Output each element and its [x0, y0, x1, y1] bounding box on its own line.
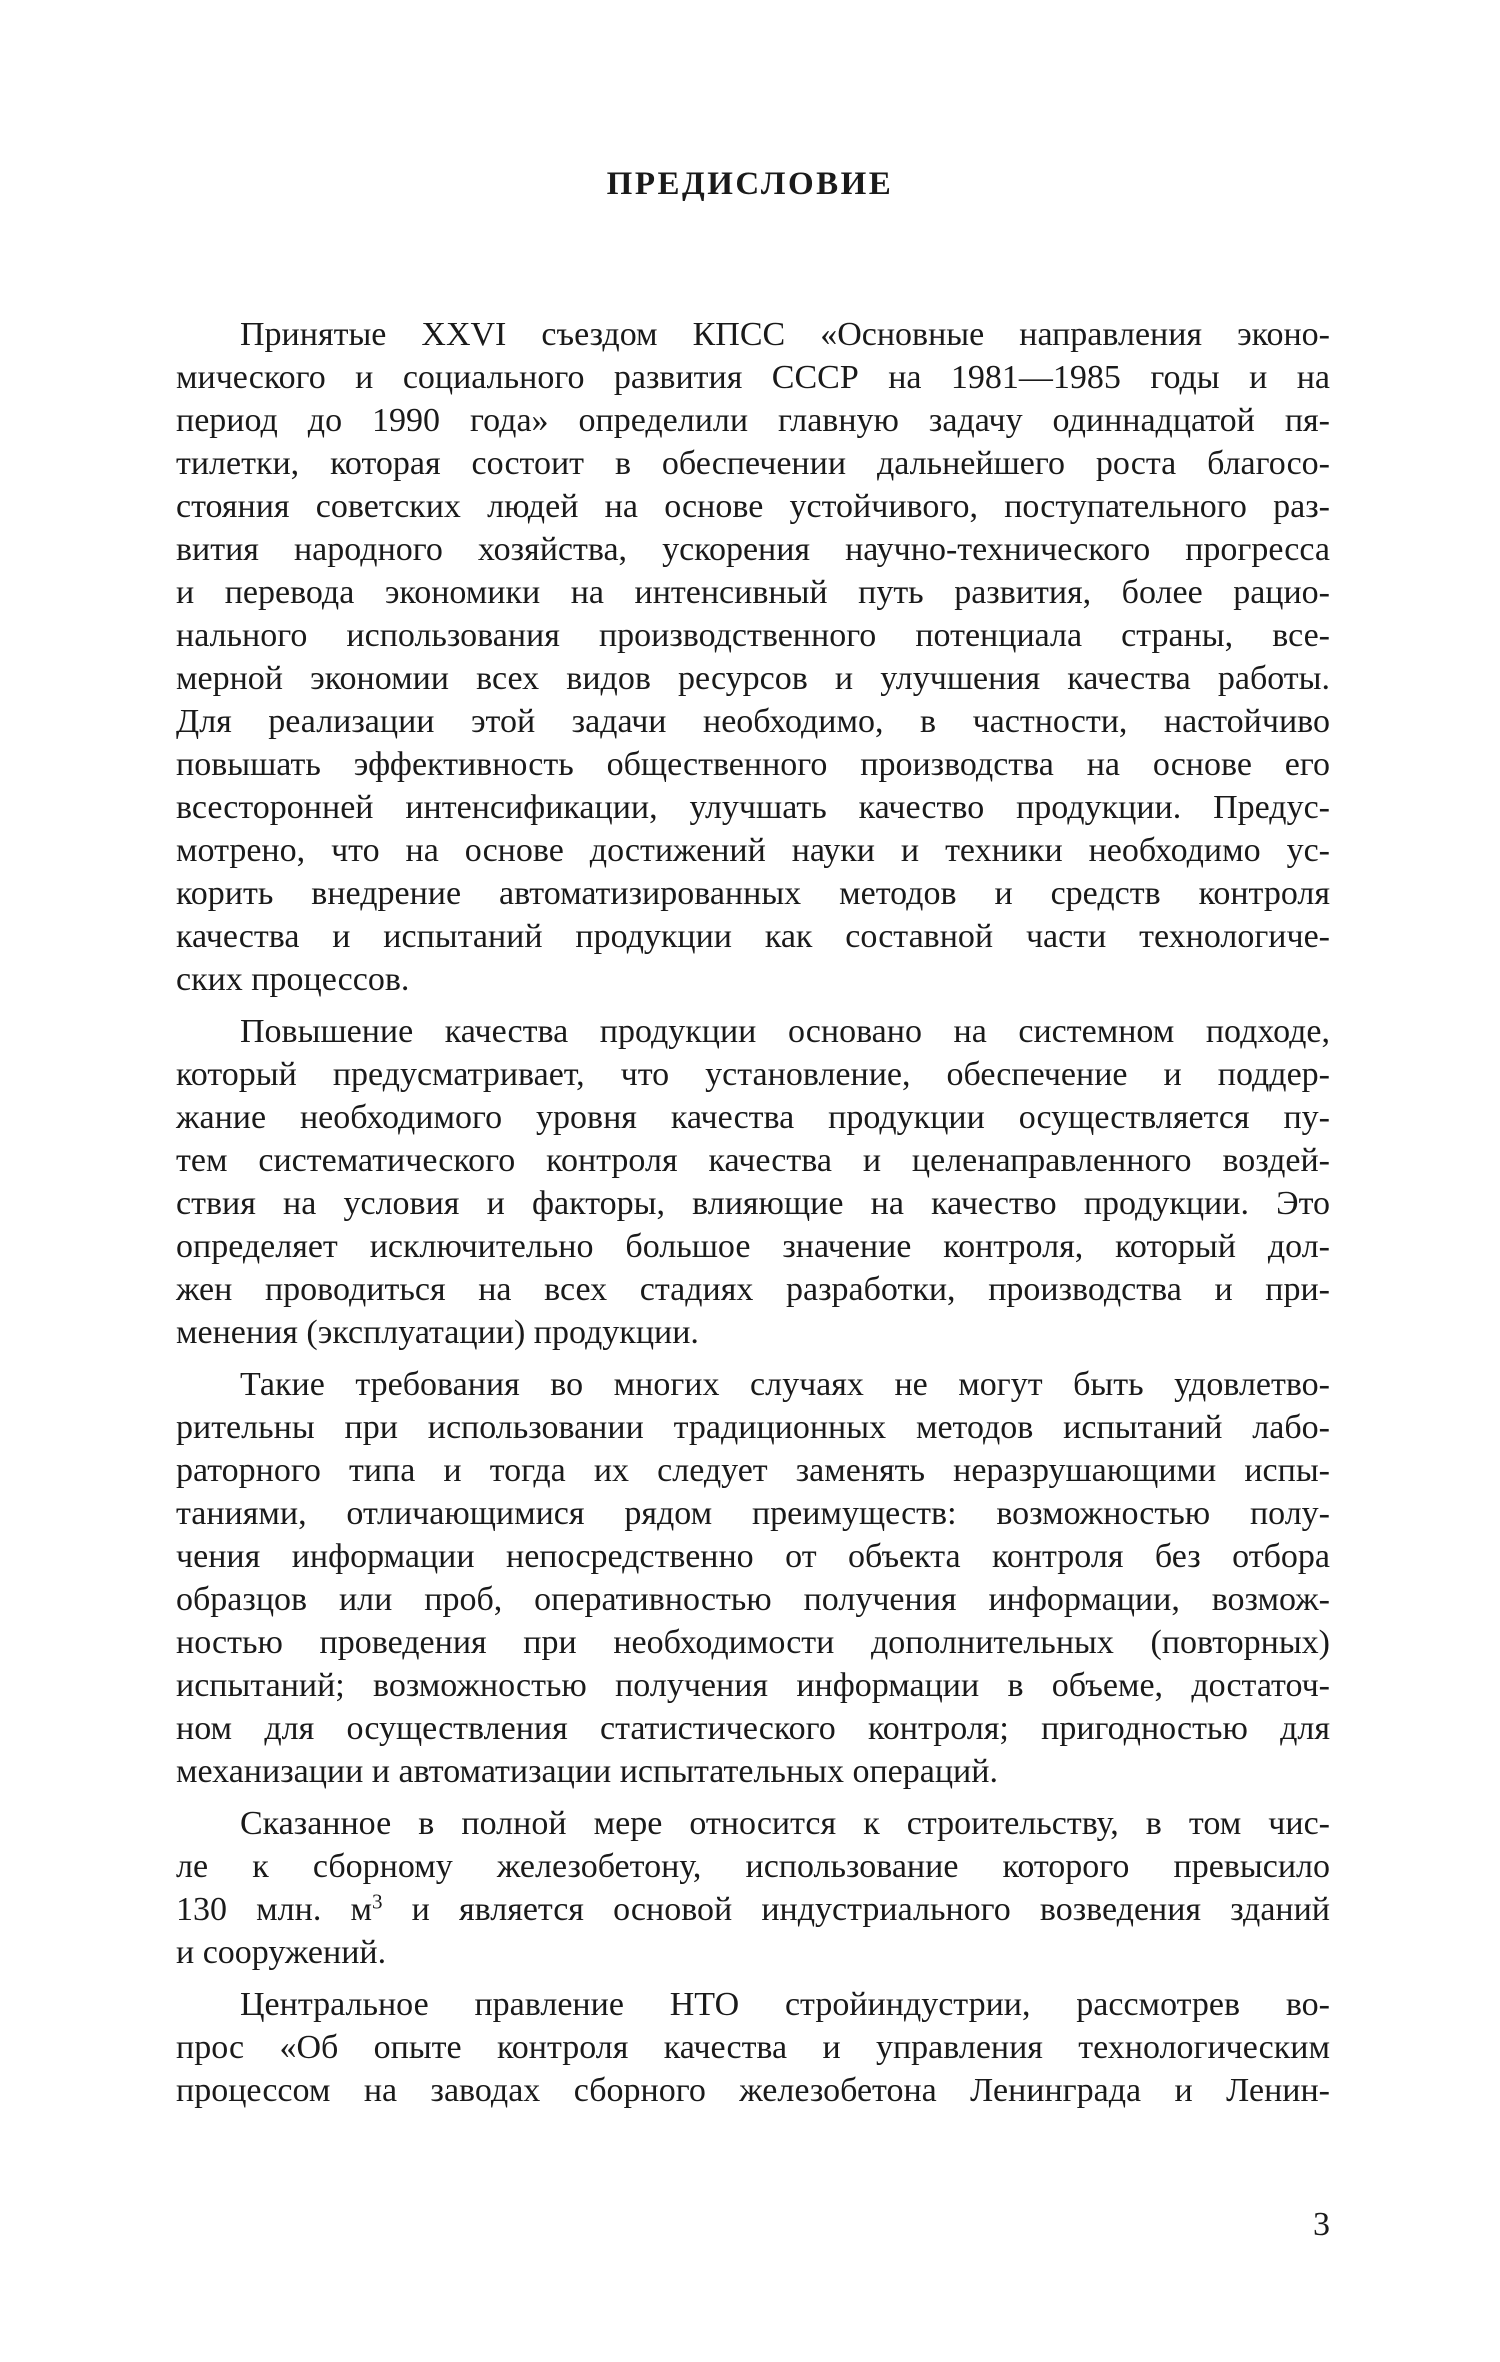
text-line: Принятые XXVI съездом КПСС «Основные направления эконо-	[240, 316, 1330, 353]
text-line: ном для осуществления статистического контроля; пригодностью для	[176, 1710, 1330, 1747]
text-line: тилетки, которая состоит в обеспечении дальнейшего роста благосо-	[176, 445, 1330, 482]
superscript: 3	[371, 1889, 383, 1914]
page-heading: ПРЕДИСЛОВИЕ	[606, 166, 894, 202]
text-fragment: 130 млн. м	[176, 1891, 372, 1928]
text-line: прос «Об опыте контроля качества и управления технологическим	[176, 2029, 1330, 2066]
text-line: Такие требования во многих случаях не могут быть удовлетво-	[240, 1366, 1330, 1403]
text-line: период до 1990 года» определили главную задачу одиннадцатой пя-	[176, 402, 1330, 439]
text-line: определяет исключительно большое значение контроля, который дол-	[176, 1228, 1330, 1265]
text-line: образцов или проб, оперативностью получения информации, возмож-	[176, 1581, 1330, 1618]
text-line: процессом на заводах сборного железобетона Ленинграда и Ленин-	[176, 2072, 1330, 2109]
text-line: и перевода экономики на интенсивный путь развития, более рацио-	[176, 574, 1330, 611]
text-line: механизации и автоматизации испытательных операций.	[176, 1753, 998, 1790]
text-line: ствия на условия и факторы, влияющие на качество продукции. Это	[176, 1185, 1330, 1222]
text-line: нального использования производственного потенциала страны, все-	[176, 617, 1330, 654]
text-line: жание необходимого уровня качества продукции осуществляется пу-	[176, 1099, 1330, 1136]
text-line: повышать эффективность общественного производства на основе его	[176, 746, 1330, 783]
text-line: мерной экономии всех видов ресурсов и улучшения качества работы.	[176, 660, 1330, 697]
page-number: 3	[1313, 2206, 1330, 2243]
text-line: стояния советских людей на основе устойчивого, поступательного раз-	[176, 488, 1330, 525]
text-line: чения информации непосредственно от объекта контроля без отбора	[176, 1538, 1330, 1575]
text-line: Центральное правление НТО стройиндустрии, рассмотрев во-	[240, 1986, 1330, 2023]
text-line: качества и испытаний продукции как составной части технологиче-	[176, 918, 1330, 955]
text-line: вития народного хозяйства, ускорения научно-технического прогресса	[176, 531, 1330, 568]
text-line: рительны при использовании традиционных методов испытаний лабо-	[176, 1409, 1330, 1446]
text-line: ских процессов.	[176, 961, 410, 998]
text-line: менения (эксплуатации) продукции.	[176, 1314, 699, 1351]
text-line: который предусматривает, что установление, обеспечение и поддер-	[176, 1056, 1330, 1093]
paragraph-1	[176, 313, 1330, 1001]
text-line: Повышение качества продукции основано на системном подходе,	[240, 1013, 1330, 1050]
text-line: Для реализации этой задачи необходимо, в частности, настойчиво	[176, 703, 1330, 740]
text-line-with-superscript	[176, 1888, 1330, 1931]
text-line: жен проводиться на всех стадиях разработки, производства и при-	[176, 1271, 1330, 1308]
text-line: корить внедрение автоматизированных методов и средств контроля	[176, 875, 1330, 912]
text-line: мического и социального развития СССР на 1981—1985 годы и на	[176, 359, 1330, 396]
text-line: Сказанное в полной мере относится к строительству, в том чис-	[240, 1805, 1330, 1842]
text-line: ностью проведения при необходимости дополнительных (повторных)	[176, 1624, 1330, 1661]
paragraph-5	[176, 1983, 1330, 2112]
text-line: всесторонней интенсификации, улучшать качество продукции. Предус-	[176, 789, 1330, 826]
text-line: тем систематического контроля качества и целенаправленного воздей-	[176, 1142, 1330, 1179]
body-text	[176, 313, 1330, 2112]
text-line: раторного типа и тогда их следует заменять неразрушающими испы-	[176, 1452, 1330, 1489]
paragraph-4	[176, 1802, 1330, 1974]
paragraph-2	[176, 1010, 1330, 1354]
text-line: и сооружений.	[176, 1934, 387, 1971]
paragraph-3	[176, 1363, 1330, 1793]
text-line: таниями, отличающимися рядом преимуществ: возможностью полу-	[176, 1495, 1330, 1532]
text-line: ле к сборному железобетону, использование которого превысило	[176, 1848, 1330, 1885]
text-line: мотрено, что на основе достижений науки и техники необходимо ус-	[176, 832, 1330, 869]
text-fragment: и является основой индустриального возведения зданий	[382, 1891, 1330, 1928]
text-line: испытаний; возможностью получения информации в объеме, достаточ-	[176, 1667, 1330, 1704]
